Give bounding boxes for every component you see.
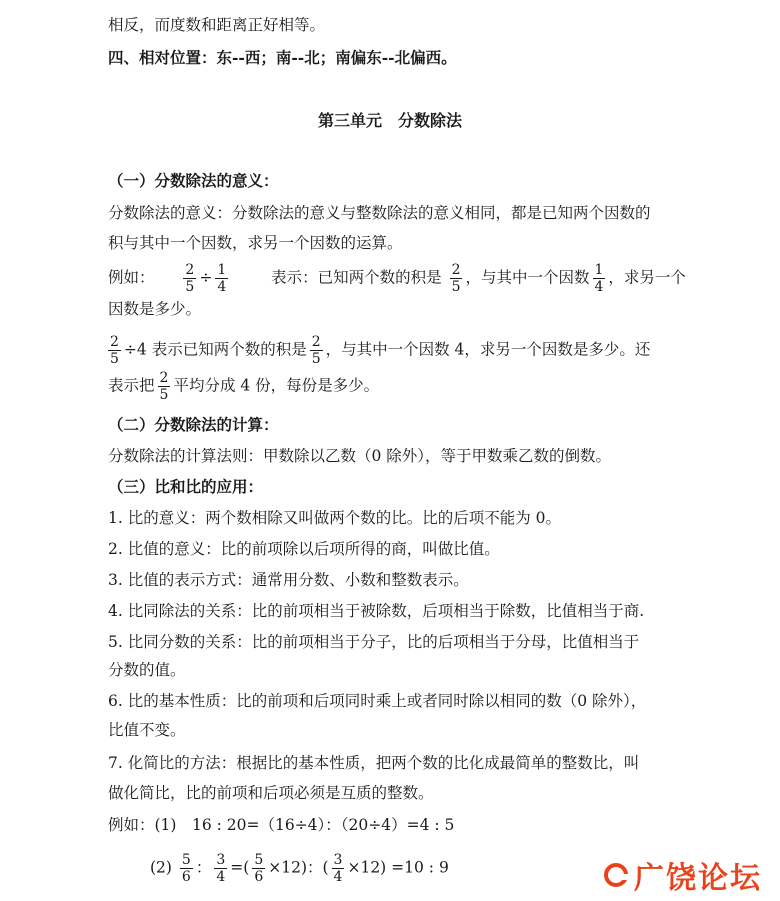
fraction	[180, 852, 193, 885]
example-line	[108, 262, 740, 295]
section-heading: （二）分数除法的计算：	[108, 415, 279, 434]
numerator: 5	[254, 852, 264, 868]
numerator: 1	[217, 262, 227, 278]
denominator: 4	[217, 279, 227, 295]
list-item: 7. 化简比的方法：根据比的基本性质，把两个数的比化成最简单的整数比，叫	[108, 754, 640, 772]
numerator: 1	[594, 262, 604, 278]
text-run: (2)	[150, 858, 172, 877]
list-item: 3. 比值的表示方式：通常用分数、小数和整数表示。	[108, 571, 469, 589]
numerator: 2	[311, 334, 321, 350]
text-run: 表示：已知两个数的积是	[271, 268, 442, 287]
denominator: 5	[185, 279, 195, 295]
text-line: 分数除法的意义：分数除法的意义与整数除法的意义相同，都是已知两个因数的	[108, 204, 651, 222]
text-run: =(	[230, 858, 250, 877]
text-run: ÷4 表示已知两个数的积是	[123, 340, 307, 359]
denominator: 5	[311, 351, 321, 367]
numerator: 5	[181, 852, 191, 868]
watermark-text: 广饶论坛	[634, 861, 762, 896]
fraction	[310, 334, 323, 367]
example-line: 例如：(1) 16 : 20=（16÷4）：（20÷4）=4 : 5	[108, 816, 455, 834]
fraction	[450, 262, 463, 295]
example-label: 例如：	[108, 268, 155, 287]
denominator: 5	[159, 387, 169, 403]
text-run: ：	[195, 858, 212, 877]
denominator: 5	[451, 279, 461, 295]
list-item: 4. 比同除法的关系：比的前项相当于被除数，后项相当于除数，比值相当于商.	[108, 602, 645, 620]
section-heading: （一）分数除法的意义：	[108, 171, 279, 190]
list-item-continuation: 做化简比，比的前项和后项必须是互质的整数。	[108, 784, 434, 802]
denominator: 4	[216, 869, 226, 885]
list-item: 2. 比值的意义：比的前项除以后项所得的商，叫做比值。	[108, 540, 500, 558]
list-item-continuation: 比值不变。	[108, 721, 186, 739]
text-line: 积与其中一个因数，求另一个因数的运算。	[108, 234, 403, 252]
numerator: 2	[110, 334, 119, 350]
fraction	[593, 262, 606, 295]
division-sign: ÷	[199, 268, 213, 287]
numerator: 2	[159, 370, 169, 386]
unit-title: 第三单元 分数除法	[317, 111, 462, 130]
fraction	[332, 852, 345, 885]
list-item-continuation: 分数的值。	[108, 661, 186, 679]
denominator: 6	[181, 869, 191, 885]
text-run: ，与其中一个因数	[465, 268, 590, 287]
denominator: 4	[333, 869, 343, 885]
text-run: ，求另一个	[608, 268, 686, 287]
list-item: 1. 比的意义：两个数相除又叫做两个数的比。比的后项不能为 0。	[108, 509, 562, 527]
fraction	[183, 262, 196, 295]
text-run: 表示把	[108, 376, 155, 395]
section-heading: （三）比和比的应用：	[108, 477, 264, 496]
fraction	[215, 262, 228, 295]
text-line	[108, 334, 740, 367]
numerator: 2	[185, 262, 195, 278]
denominator: 6	[254, 869, 264, 885]
text-run: ×12) =10 : 9	[347, 858, 449, 877]
text-line: 相反，而度数和距离正好相等。	[108, 16, 326, 34]
denominator: 5	[110, 351, 119, 367]
denominator: 4	[594, 279, 604, 295]
numerator: 2	[451, 262, 461, 278]
watermark	[604, 856, 774, 894]
g-logo-icon	[604, 863, 628, 887]
numerator: 3	[333, 852, 343, 868]
numerator: 3	[216, 852, 226, 868]
fraction	[108, 334, 121, 367]
list-item: 6. 比的基本性质：比的前项和后项同时乘上或者同时除以相同的数（0 除外），	[108, 692, 647, 710]
text-line: 分数除法的计算法则：甲数除以乙数（0 除外），等于甲数乘乙数的倒数。	[108, 447, 612, 465]
fraction	[214, 852, 227, 885]
text-run: ×12)：(	[268, 858, 329, 877]
fraction	[252, 852, 265, 885]
section-heading: 四、相对位置：东--西；南--北；南偏东--北偏西。	[108, 48, 457, 67]
text-run: 平均分成 4 份，每份是多少。	[173, 376, 380, 395]
fraction	[158, 370, 171, 403]
text-line	[108, 370, 740, 403]
text-run: ，与其中一个因数 4，求另一个因数是多少。还	[325, 340, 651, 359]
text-line: 因数是多少。	[108, 300, 202, 318]
list-item: 5. 比同分数的关系：比的前项相当于分子，比的后项相当于分母，比值相当于	[108, 633, 640, 651]
